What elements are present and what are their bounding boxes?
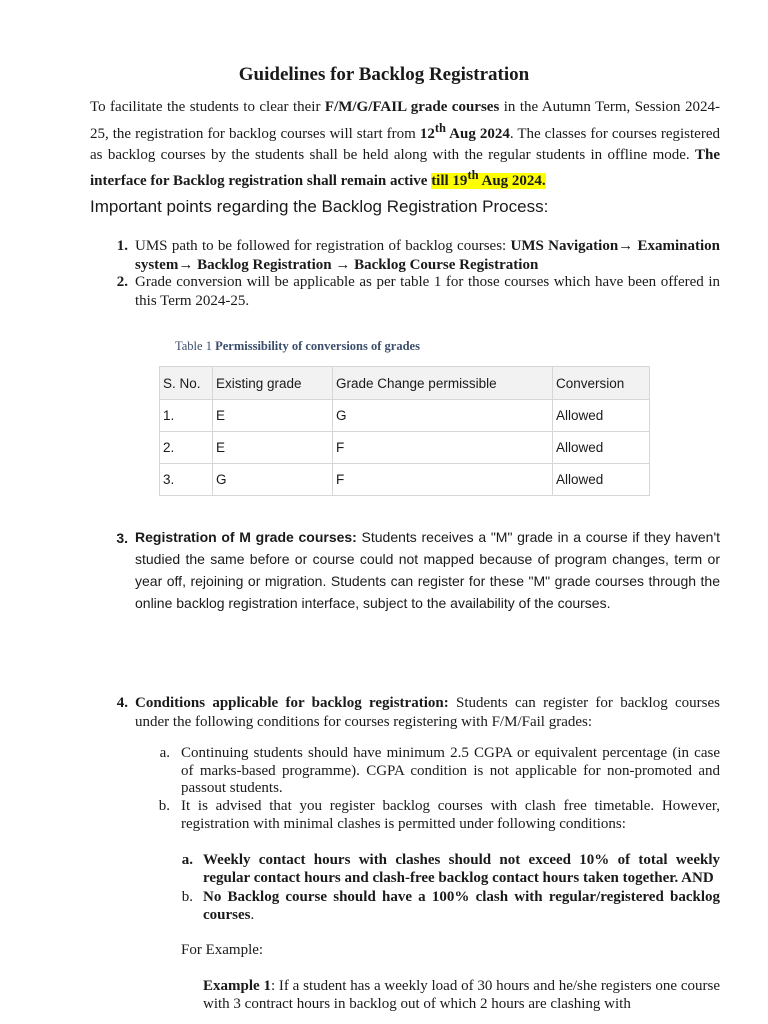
table-row [160, 400, 650, 432]
condition-a-end: . [278, 780, 283, 796]
cell-grade-change: F [333, 464, 553, 496]
condition-b-text: It is advised that you register backlog courses with clash free timetable. However, registration with minimal clashes is permitted under following conditions: [181, 798, 720, 832]
cell-existing-grade: E [213, 400, 333, 432]
point-4-body: Students can register for backlog courses under the following conditions for courses registering with F/M/Fail grades: [135, 695, 720, 730]
cell-sno: 1. [160, 400, 213, 432]
condition-a-label: a. [159, 745, 170, 761]
caption-title: Permissibility of conversions of grades [215, 339, 420, 353]
point-4-text [135, 694, 720, 732]
table-caption [175, 339, 420, 354]
subcondition-a-label: a. [181, 852, 193, 868]
section-heading: Important points regarding the Backlog Registration Process: [90, 197, 549, 216]
cell-conversion: Allowed [553, 464, 650, 496]
point-4-lead: Conditions applicable for backlog registration: [135, 695, 449, 711]
intro-interface-active: The interface for Backlog registration shall remain active [90, 146, 720, 190]
subcondition-b-end: . [250, 906, 255, 923]
point-1-text [135, 237, 720, 275]
intro-start-date [419, 120, 510, 142]
point-3-number: 3. [116, 530, 128, 546]
point-3-lead: Registration of M grade courses: [135, 529, 357, 545]
highlighted-end-date [431, 168, 546, 190]
example-1-body: : If a student has a weekly load of 30 hours and he/she registers one course with 3 contract hours in backlog out of which 2 hours are clashing with [203, 978, 720, 1012]
cell-grade-change: G [333, 400, 553, 432]
example-intro: For Example: [181, 942, 264, 958]
point-3-body: Students receives a "M" grade in a course if they haven't studied the same before or course could not mapped because of program changes, term or year off, rejoining or migration. Students can register for these "M" grade courses through the online backlog registration interface, subject to the availability of the courses. [135, 529, 721, 611]
document-title: Guidelines for Backlog Registration [238, 64, 530, 85]
end-date-suffix: th [467, 168, 479, 183]
intro-text-3: . The classes for courses registered as backlog courses by the students shall be held along with the regular students in offline mode. [90, 125, 720, 163]
intro-paragraph [90, 97, 720, 192]
condition-a-part-2: 2.5 CGPA or equivalent percentage (in case of marks-based programme). CGPA condition is not applicable for [181, 745, 720, 779]
point-3-text [135, 526, 720, 614]
subcondition-b-text [203, 889, 720, 924]
cell-sno: 2. [160, 432, 213, 464]
table-row [160, 464, 650, 496]
intro-text-2: in the Autumn Term, Session 2024-25, the registration for backlog courses will start from [90, 99, 720, 142]
subcondition-b-body: No Backlog course should have a 100% clash with regular/registered backlog courses [203, 889, 720, 923]
start-date-suffix: th [434, 120, 446, 135]
end-date-till: till 19 [431, 173, 468, 190]
example-1-label: Example 1 [203, 978, 271, 994]
subcondition-a-text: Weekly contact hours with clashes should not exceed 10% of total weekly regular contact hours and clash-free backlog contact hours taken together. AND [203, 852, 720, 886]
cell-conversion: Allowed [553, 432, 650, 464]
caption-label: Table 1 [175, 339, 216, 353]
cell-sno: 3. [160, 464, 213, 496]
point-1-body: UMS path to be followed for registration of backlog courses: [135, 238, 511, 254]
header-sno: S. No. [160, 367, 213, 400]
cell-conversion: Allowed [553, 400, 650, 432]
table-row [160, 432, 650, 464]
point-2-text: Grade conversion will be applicable as per table 1 for those courses which have been offered in this Term 2024-25. [135, 274, 720, 309]
example-1-text [203, 978, 720, 1013]
header-grade-change: Grade Change permissible [333, 367, 553, 400]
point-1-number: 1. [116, 238, 128, 254]
header-conversion: Conversion [553, 367, 650, 400]
condition-a-exempt: non-promoted and passout students [181, 762, 721, 796]
condition-a-text [181, 745, 720, 798]
header-existing-grade: Existing grade [213, 367, 333, 400]
cell-existing-grade: E [213, 432, 333, 464]
cell-existing-grade: G [213, 464, 333, 496]
point-2-number: 2. [116, 274, 128, 290]
ums-path: UMS Navigation→ Examination system→ Backlog Registration → Backlog Course Registration [135, 238, 721, 273]
end-date-rest: Aug 2024. [478, 173, 546, 190]
intro-grade-courses: F/M/G/FAIL grade courses [324, 99, 500, 115]
start-date-rest: Aug 2024 [445, 125, 510, 142]
condition-a-part-1: Continuing students should have minimum [181, 745, 445, 761]
condition-b-label: b. [158, 798, 170, 814]
start-date-day: 12 [419, 125, 435, 142]
table-header-row [160, 367, 650, 400]
subcondition-b-label: b. [181, 889, 193, 905]
cell-grade-change: F [333, 432, 553, 464]
grade-conversion-table [159, 366, 650, 496]
intro-text-1: To facilitate the students to clear their [90, 99, 325, 115]
point-4-number: 4. [116, 695, 128, 711]
